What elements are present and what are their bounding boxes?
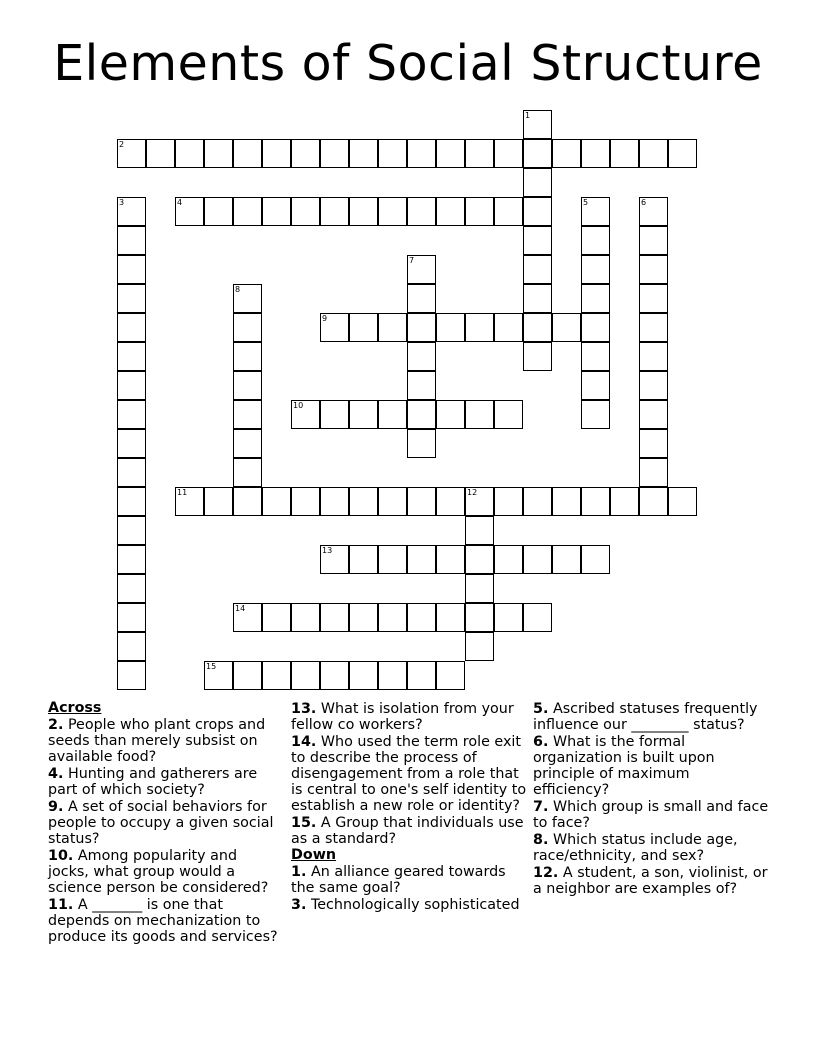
grid-cell[interactable] bbox=[465, 603, 494, 632]
grid-cell[interactable] bbox=[262, 487, 291, 516]
grid-cell[interactable] bbox=[204, 139, 233, 168]
grid-cell[interactable] bbox=[349, 545, 378, 574]
grid-cell[interactable] bbox=[465, 632, 494, 661]
grid-cell-11[interactable] bbox=[175, 487, 204, 516]
grid-cell-3[interactable] bbox=[117, 197, 146, 226]
grid-cell[interactable] bbox=[146, 139, 175, 168]
grid-cell[interactable] bbox=[465, 400, 494, 429]
grid-cell[interactable] bbox=[233, 313, 262, 342]
clue-down-7: 7. Which group is small and face to face? bbox=[533, 799, 769, 831]
grid-cell[interactable] bbox=[117, 342, 146, 371]
grid-cell[interactable] bbox=[639, 313, 668, 342]
grid-cell[interactable] bbox=[233, 371, 262, 400]
grid-cell[interactable] bbox=[581, 371, 610, 400]
grid-cell[interactable] bbox=[436, 197, 465, 226]
grid-cell[interactable] bbox=[407, 139, 436, 168]
grid-cell[interactable] bbox=[407, 487, 436, 516]
grid-cell[interactable] bbox=[523, 545, 552, 574]
grid-cell[interactable] bbox=[494, 603, 523, 632]
grid-cell-15[interactable] bbox=[204, 661, 233, 690]
grid-cell[interactable] bbox=[291, 603, 320, 632]
grid-cell[interactable] bbox=[581, 139, 610, 168]
clue-across-4: 4. Hunting and gatherers are part of which society? bbox=[48, 766, 258, 798]
grid-cell[interactable] bbox=[233, 197, 262, 226]
grid-cell[interactable] bbox=[436, 139, 465, 168]
grid-cell[interactable] bbox=[639, 139, 668, 168]
grid-cell[interactable] bbox=[436, 603, 465, 632]
grid-cell[interactable] bbox=[494, 313, 523, 342]
grid-cell-5[interactable] bbox=[581, 197, 610, 226]
grid-cell[interactable] bbox=[436, 313, 465, 342]
grid-cell[interactable] bbox=[407, 284, 436, 313]
grid-cell[interactable] bbox=[291, 139, 320, 168]
grid-cell[interactable] bbox=[494, 545, 523, 574]
cell-number: 4 bbox=[177, 198, 183, 207]
grid-cell[interactable] bbox=[175, 139, 204, 168]
cell-number: 7 bbox=[409, 256, 415, 265]
grid-cell[interactable] bbox=[262, 139, 291, 168]
grid-cell-12[interactable] bbox=[465, 487, 494, 516]
grid-cell[interactable] bbox=[117, 400, 146, 429]
clue-across-2: 2. People who plant crops and seeds than merely subsist on available food? bbox=[48, 717, 266, 765]
grid-cell[interactable] bbox=[233, 400, 262, 429]
grid-cell[interactable] bbox=[436, 487, 465, 516]
puzzle-title: Elements of Social Structure bbox=[53, 35, 763, 92]
grid-cell[interactable] bbox=[204, 487, 233, 516]
grid-cell[interactable] bbox=[291, 661, 320, 690]
grid-cell[interactable] bbox=[117, 632, 146, 661]
clue-down-1: 1. An alliance geared towards the same goal? bbox=[291, 864, 506, 896]
grid-cell[interactable] bbox=[117, 371, 146, 400]
grid-cell[interactable] bbox=[320, 661, 349, 690]
grid-cell[interactable] bbox=[117, 661, 146, 690]
grid-cell[interactable] bbox=[349, 487, 378, 516]
grid-cell-13[interactable] bbox=[320, 545, 349, 574]
clue-across-14: 14. Who used the term role exit to describe the process of disengagement from a role that is central to one's self identity to establish a new role or identity? bbox=[291, 734, 527, 814]
clue-down-8: 8. Which status include age, race/ethnicity, and sex? bbox=[533, 832, 738, 864]
grid-cell[interactable] bbox=[320, 197, 349, 226]
grid-cell[interactable] bbox=[639, 458, 668, 487]
grid-cell[interactable] bbox=[349, 400, 378, 429]
grid-cell[interactable] bbox=[523, 313, 552, 342]
cell-number: 13 bbox=[322, 546, 333, 555]
grid-cell[interactable] bbox=[117, 255, 146, 284]
grid-cell[interactable] bbox=[117, 284, 146, 313]
grid-cell[interactable] bbox=[349, 197, 378, 226]
grid-cell[interactable] bbox=[349, 661, 378, 690]
grid-cell[interactable] bbox=[262, 603, 291, 632]
grid-cell[interactable] bbox=[349, 603, 378, 632]
grid-cell[interactable] bbox=[523, 226, 552, 255]
grid-cell[interactable] bbox=[233, 429, 262, 458]
grid-cell[interactable] bbox=[378, 545, 407, 574]
grid-cell-7[interactable] bbox=[407, 255, 436, 284]
grid-cell[interactable] bbox=[523, 139, 552, 168]
grid-cell[interactable] bbox=[465, 516, 494, 545]
down-heading: Down bbox=[291, 847, 337, 863]
grid-cell[interactable] bbox=[523, 168, 552, 197]
grid-cell[interactable] bbox=[465, 197, 494, 226]
cell-number: 11 bbox=[177, 488, 188, 497]
grid-cell[interactable] bbox=[117, 226, 146, 255]
grid-cell[interactable] bbox=[349, 313, 378, 342]
grid-cell[interactable] bbox=[378, 487, 407, 516]
grid-cell[interactable] bbox=[117, 429, 146, 458]
grid-cell[interactable] bbox=[639, 284, 668, 313]
grid-cell[interactable] bbox=[581, 284, 610, 313]
grid-cell[interactable] bbox=[465, 574, 494, 603]
grid-cell[interactable] bbox=[320, 400, 349, 429]
grid-cell[interactable] bbox=[320, 603, 349, 632]
grid-cell[interactable] bbox=[465, 545, 494, 574]
grid-cell[interactable] bbox=[610, 139, 639, 168]
grid-cell[interactable] bbox=[320, 139, 349, 168]
grid-cell[interactable] bbox=[552, 545, 581, 574]
grid-cell[interactable] bbox=[552, 139, 581, 168]
grid-cell-10[interactable] bbox=[291, 400, 320, 429]
grid-cell[interactable] bbox=[117, 458, 146, 487]
cell-number: 3 bbox=[119, 198, 125, 207]
cell-number: 9 bbox=[322, 314, 328, 323]
grid-cell[interactable] bbox=[523, 487, 552, 516]
clue-down-6: 6. What is the formal organization is built upon principle of maximum efficiency? bbox=[533, 734, 715, 798]
clue-across-9: 9. A set of social behaviors for people to occupy a given social status? bbox=[48, 799, 274, 847]
grid-cell[interactable] bbox=[117, 487, 146, 516]
grid-cell[interactable] bbox=[552, 313, 581, 342]
grid-cell[interactable] bbox=[494, 400, 523, 429]
clue-down-3: 3. Technologically sophisticated bbox=[291, 897, 520, 913]
grid-cell[interactable] bbox=[378, 603, 407, 632]
grid-cell[interactable] bbox=[581, 400, 610, 429]
grid-cell[interactable] bbox=[639, 371, 668, 400]
grid-cell[interactable] bbox=[407, 313, 436, 342]
grid-cell[interactable] bbox=[233, 342, 262, 371]
clue-down-5: 5. Ascribed statuses frequently influence our ________ status? bbox=[533, 701, 758, 733]
clue-column-3 bbox=[533, 700, 769, 897]
grid-cell[interactable] bbox=[407, 197, 436, 226]
grid-cell[interactable] bbox=[581, 255, 610, 284]
grid-cell-4[interactable] bbox=[175, 197, 204, 226]
grid-cell[interactable] bbox=[494, 487, 523, 516]
grid-cell[interactable] bbox=[465, 139, 494, 168]
grid-cell[interactable] bbox=[523, 603, 552, 632]
cell-number: 1 bbox=[525, 111, 531, 120]
grid-cell[interactable] bbox=[117, 603, 146, 632]
grid-cell[interactable] bbox=[262, 661, 291, 690]
grid-cell[interactable] bbox=[610, 487, 639, 516]
grid-cell[interactable] bbox=[233, 139, 262, 168]
grid-cell[interactable] bbox=[407, 603, 436, 632]
grid-cell[interactable] bbox=[494, 197, 523, 226]
grid-cell[interactable] bbox=[523, 284, 552, 313]
grid-cell[interactable] bbox=[581, 226, 610, 255]
cell-number: 15 bbox=[206, 662, 217, 671]
clue-column-1 bbox=[48, 700, 280, 945]
grid-cell[interactable] bbox=[407, 400, 436, 429]
grid-cell[interactable] bbox=[581, 545, 610, 574]
grid-cell[interactable] bbox=[378, 661, 407, 690]
grid-cell[interactable] bbox=[581, 313, 610, 342]
grid-cell[interactable] bbox=[407, 342, 436, 371]
grid-cell-14[interactable] bbox=[233, 603, 262, 632]
grid-cell[interactable] bbox=[117, 545, 146, 574]
grid-cell[interactable] bbox=[523, 342, 552, 371]
grid-cell[interactable] bbox=[378, 313, 407, 342]
grid-cell-9[interactable] bbox=[320, 313, 349, 342]
clue-column-2 bbox=[291, 700, 527, 913]
grid-cell[interactable] bbox=[436, 400, 465, 429]
grid-cell[interactable] bbox=[233, 487, 262, 516]
grid-cell[interactable] bbox=[639, 226, 668, 255]
grid-cell[interactable] bbox=[523, 255, 552, 284]
grid-cell[interactable] bbox=[233, 661, 262, 690]
grid-cell[interactable] bbox=[117, 313, 146, 342]
grid-cell-2[interactable] bbox=[117, 139, 146, 168]
grid-cell[interactable] bbox=[117, 516, 146, 545]
grid-cell[interactable] bbox=[378, 139, 407, 168]
cell-number: 12 bbox=[467, 488, 478, 497]
grid-cell[interactable] bbox=[639, 429, 668, 458]
grid-cell[interactable] bbox=[320, 487, 349, 516]
clue-across-11: 11. A _______ is one that depends on mechanization to produce its goods and services? bbox=[48, 897, 278, 945]
cell-number: 2 bbox=[119, 140, 125, 149]
grid-cell[interactable] bbox=[378, 197, 407, 226]
grid-cell[interactable] bbox=[349, 139, 378, 168]
grid-cell[interactable] bbox=[291, 197, 320, 226]
grid-cell[interactable] bbox=[117, 574, 146, 603]
cell-number: 14 bbox=[235, 604, 246, 613]
grid-cell[interactable] bbox=[436, 545, 465, 574]
grid-cell[interactable] bbox=[639, 400, 668, 429]
grid-cell[interactable] bbox=[407, 545, 436, 574]
grid-cell[interactable] bbox=[291, 487, 320, 516]
clue-across-15: 15. A Group that individuals use as a standard? bbox=[291, 815, 524, 847]
grid-cell[interactable] bbox=[465, 313, 494, 342]
grid-cell[interactable] bbox=[436, 661, 465, 690]
grid-cell[interactable] bbox=[639, 487, 668, 516]
cell-number: 6 bbox=[641, 198, 647, 207]
grid-cell[interactable] bbox=[407, 371, 436, 400]
grid-cell[interactable] bbox=[407, 429, 436, 458]
clue-down-12: 12. A student, a son, violinist, or a neighbor are examples of? bbox=[533, 865, 768, 897]
grid-cell[interactable] bbox=[639, 255, 668, 284]
grid-cell[interactable] bbox=[668, 139, 697, 168]
cell-number: 5 bbox=[583, 198, 589, 207]
grid-cell-1[interactable] bbox=[523, 110, 552, 139]
across-heading: Across bbox=[48, 700, 102, 716]
grid-cell[interactable] bbox=[639, 342, 668, 371]
grid-cell[interactable] bbox=[523, 197, 552, 226]
grid-cell[interactable] bbox=[262, 197, 291, 226]
grid-cell[interactable] bbox=[581, 342, 610, 371]
grid-cell[interactable] bbox=[552, 487, 581, 516]
grid-cell-8[interactable] bbox=[233, 284, 262, 313]
cell-number: 10 bbox=[293, 401, 304, 410]
grid-cell[interactable] bbox=[407, 661, 436, 690]
grid-cell[interactable] bbox=[581, 487, 610, 516]
grid-cell[interactable] bbox=[233, 458, 262, 487]
grid-cell[interactable] bbox=[204, 197, 233, 226]
grid-cell[interactable] bbox=[494, 139, 523, 168]
clue-across-10: 10. Among popularity and jocks, what group would a science person be considered? bbox=[48, 848, 269, 896]
grid-cell-6[interactable] bbox=[639, 197, 668, 226]
clue-across-13: 13. What is isolation from your fellow co workers? bbox=[291, 701, 514, 733]
grid-cell[interactable] bbox=[668, 487, 697, 516]
cell-number: 8 bbox=[235, 285, 241, 294]
grid-cell[interactable] bbox=[378, 400, 407, 429]
